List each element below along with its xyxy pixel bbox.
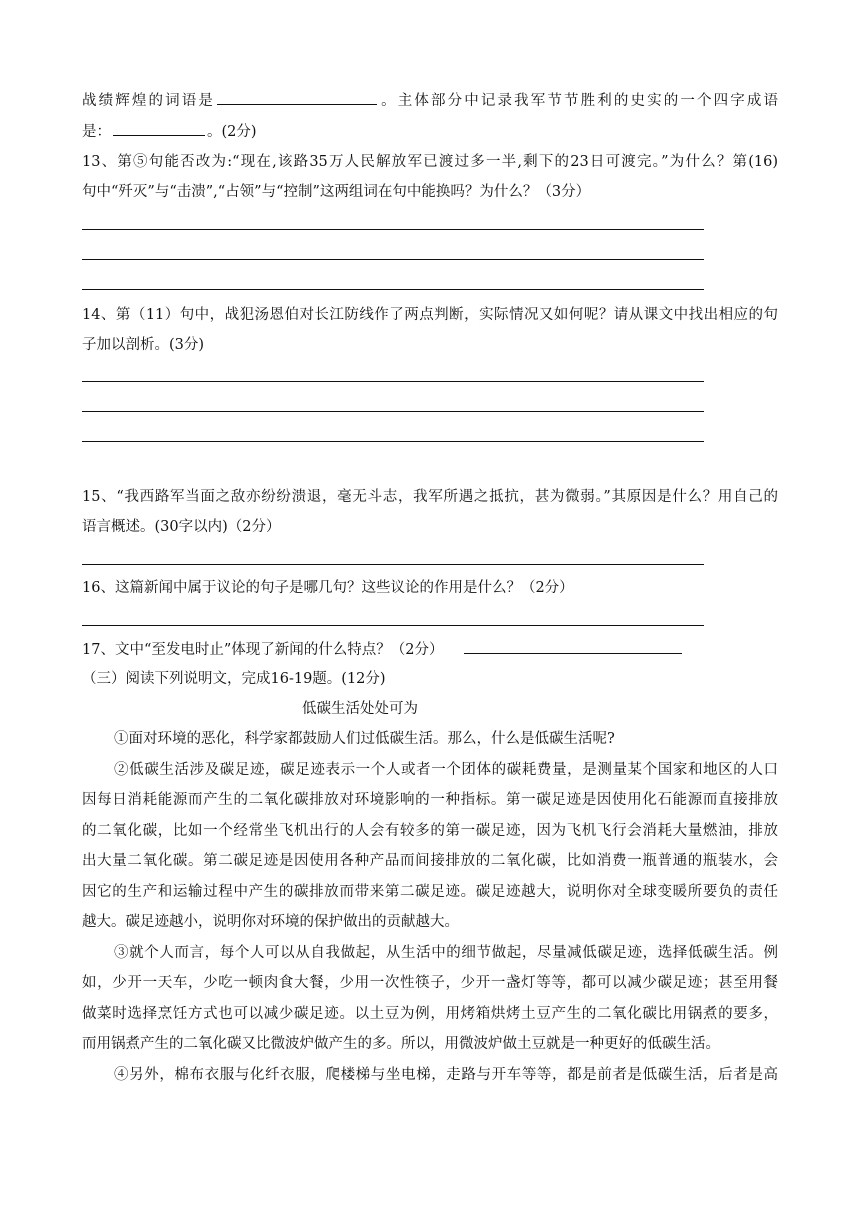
- answer-line[interactable]: [82, 441, 704, 442]
- q15-line1: 15、“我西路军当面之敌亦纷纷溃退，毫无斗志，我军所遇之抵抗，甚为微弱。”其原因是什么？用自己的: [82, 489, 778, 505]
- q12-line2: [82, 121, 257, 142]
- q15-line2: 语言概述。(30字以内)（2分）: [82, 519, 281, 535]
- q12-line1: [82, 90, 778, 111]
- answer-line[interactable]: [82, 411, 704, 412]
- passage-p3-line4: 而用锅煮产生的二氧化碳又比微波炉做产生的多。所以，用微波炉做土豆就是一种更好的低碳生活。: [82, 1036, 720, 1052]
- passage-p2-line6: 越大。碳足迹越小，说明你对环境的保护做出的贡献越大。: [82, 914, 459, 930]
- answer-blank[interactable]: [217, 90, 377, 105]
- passage-p4-line1: ④另外，棉布衣服与化纤衣服，爬楼梯与坐电梯，走路与开车等等，都是前者是低碳生活，后者是高: [114, 1067, 778, 1083]
- answer-line[interactable]: [82, 381, 704, 382]
- section3-heading: （三）阅读下列说明文，完成16-19题。(12分): [82, 671, 386, 687]
- q17-text: 17、文中“至发电时止”体现了新闻的什么特点？（2分）: [82, 642, 444, 658]
- passage-title: 低碳生活处处可为: [302, 701, 418, 717]
- passage-p3-line2: 如，少开一天车，少吃一顿肉食大餐，少用一次性筷子，少开一盏灯等等，都可以减少碳足迹；甚至用餐: [82, 975, 778, 991]
- passage-p3-line1: ③就个人而言，每个人可以从自我做起，从生活中的细节做起，尽量减低碳足迹，选择低碳生活。例: [114, 945, 778, 961]
- passage-p3-line3: 做菜时选择烹饪方式也可以减少碳足迹。以土豆为例，用烤箱烘烤土豆产生的二氧化碳比用锅煮的要多，: [82, 1006, 778, 1022]
- passage-p2-line5: 因它的生产和运输过程中产生的碳排放而带来第二碳足迹。碳足迹越大，说明你对全球变暖所要负的责任: [82, 884, 778, 900]
- answer-line[interactable]: [82, 625, 704, 626]
- passage-p2-line1: ②低碳生活涉及碳足迹，碳足迹表示一个人或者一个团体的碳耗费量，是测量某个国家和地区的人口: [114, 762, 778, 778]
- q13-line1: 13、第⑤句能否改为:“现在,该路35万人民解放军已渡过多一半,剩下的23日可渡完。”为什么？第(16): [82, 154, 778, 170]
- answer-line[interactable]: [82, 564, 704, 565]
- q12-text-b: 。主体部分中记录我军节节胜利的史实的一个四字成语: [379, 93, 778, 109]
- q12-text-c: 是：: [82, 124, 111, 140]
- q17-line1: [82, 639, 684, 660]
- answer-line[interactable]: [82, 229, 704, 230]
- answer-blank[interactable]: [464, 639, 682, 654]
- passage-p2-line2: 因每日消耗能源而产生的二氧化碳排放对环境影响的一种指标。第一碳足迹是因使用化石能源而直接排放: [82, 792, 778, 808]
- q14-line2: 子加以剖析。(3分): [82, 337, 205, 353]
- answer-blank[interactable]: [113, 121, 205, 136]
- q12-text-d: 。(2分): [207, 124, 257, 140]
- passage-p2-line3: 的二氧化碳，比如一个经常坐飞机出行的人会有较多的第一碳足迹，因为飞机飞行会消耗大量燃油，排放: [82, 823, 778, 839]
- answer-line[interactable]: [82, 259, 704, 260]
- q14-line1: 14、第（11）句中，战犯汤恩伯对长江防线作了两点判断，实际情况又如何呢？请从课文中找出相应的句: [82, 307, 778, 323]
- q16-line1: 16、这篇新闻中属于议论的句子是哪几句？这些议论的作用是什么？（2分）: [82, 580, 574, 596]
- passage-p2-line4: 出大量二氧化碳。第二碳足迹是因使用各种产品而间接排放的二氧化碳，比如消费一瓶普通的瓶装水，会: [82, 853, 778, 869]
- passage-p1: ①面对环境的恶化，科学家都鼓励人们过低碳生活。那么，什么是低碳生活呢?: [114, 731, 615, 747]
- answer-line[interactable]: [82, 289, 704, 290]
- q12-text-a: 战绩辉煌的词语是: [82, 93, 215, 109]
- q13-line2: 句中“歼灭”与“击溃”,“占领”与“控制”这两组词在句中能换吗？为什么？（3分）: [82, 184, 591, 200]
